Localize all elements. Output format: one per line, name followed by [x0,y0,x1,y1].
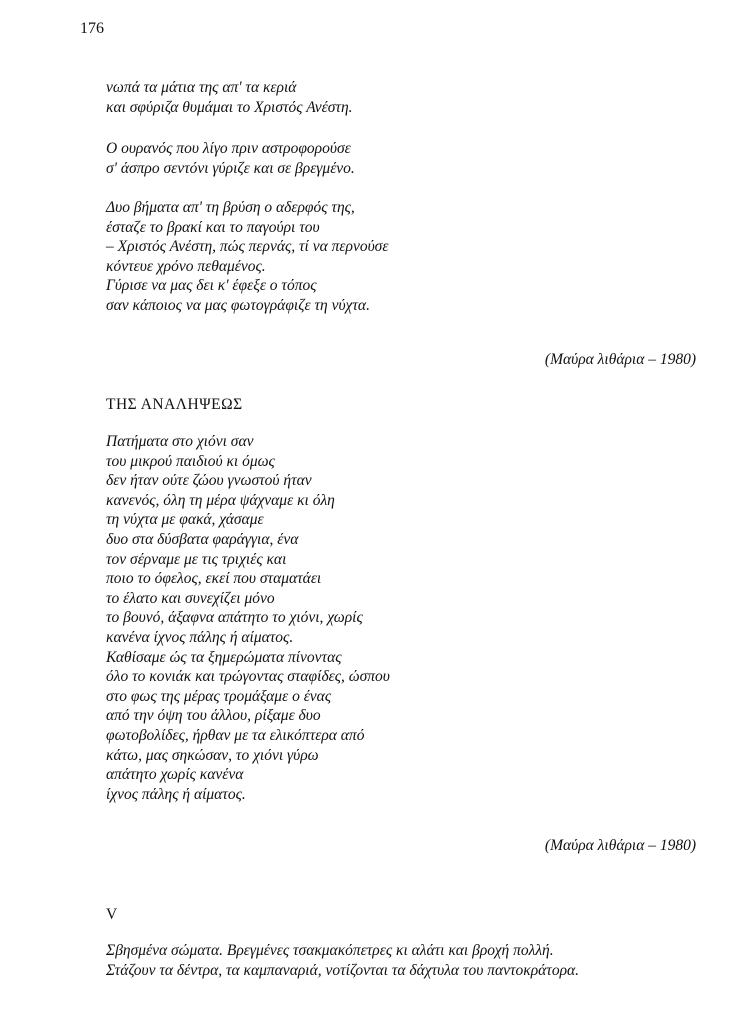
source-citation: (Μαύρα λιθάρια – 1980) [544,351,696,368]
poem-line: κανενός, όλη τη μέρα ψάχναμε κι όλη [106,491,335,509]
source-citation: (Μαύρα λιθάρια – 1980) [544,837,696,854]
poem-line: δυο στα δύσβατα φαράγγια, ένα [106,530,299,548]
poem-line: Πατήματα στο χιόνι σαν [106,433,254,450]
poem-line: Γύρισε να μας δει κ' έφεξε ο τόπος [106,277,317,295]
poem-line: νωπά τα μάτια της απ' τα κεριά [106,79,297,96]
poem-line: σ' άσπρο σεντόνι γύριζε και σε βρεγμένο. [106,159,355,177]
poem-line: το βουνό, άξαφνα απάτητο το χιόνι, χωρίς [106,609,363,627]
poem-line: – Χριστός Ανέστη, πώς περνάς, τί να περνούσε [106,238,389,256]
section-number: V [106,906,118,923]
poem-line: τη νύχτα με φακά, χάσαμε [106,511,264,529]
poem-line: από την όψη του άλλου, ρίξαμε δυο [106,707,321,725]
poem-line: τον σέρναμε με τις τριχιές και [106,550,287,568]
prose-poem [106,941,579,980]
poem-line: φωτοβολίδες, ήρθαν με τα ελικόπτερα από [106,726,365,744]
poem-line: απάτητο χωρίς κανένα [106,766,244,784]
poem-line: Ο ουρανός που λίγο πριν αστροφορούσε [106,140,351,157]
poem-line: στο φως της μέρας τρομάξαμε ο ένας [106,687,332,705]
poem-line: όλο το κονιάκ και τρώγοντας σταφίδες, ώσπου [106,668,390,686]
poem-line: Δυο βήματα απ' τη βρύση ο αδερφός της, [106,199,355,216]
poem-body [106,432,390,804]
poem-line: Καθίσαμε ώς τα ξημερώματα πίνοντας [106,648,342,666]
poem-line: ποιο το όφελος, εκεί που σταματάει [106,570,322,588]
poem-title: ΤΗΣ ΑΝΑΛΗΨΕΩΣ [106,396,243,413]
poem-line: κανένα ίχνος πάλης ή αίματος. [106,628,294,646]
stanza-2 [106,139,355,178]
poem-line: του μικρού παιδιού κι όμως [106,452,275,470]
poem-line: κόντευε χρόνο πεθαμένος. [106,257,266,275]
poem-line: Σβησμένα σώματα. Βρεγμένες τσακμακόπετρες κι αλάτι και βροχή πολλή. [106,942,554,959]
poem-line: ίχνος πάλης ή αίματος. [106,785,246,803]
poem-line: Στάζουν τα δέντρα, τα καμπαναριά, νοτίζονται τα δάχτυλα του παντοκράτορα. [106,961,580,979]
poem-line: έσταζε το βρακί και το παγούρι του [106,218,320,236]
poem-line: και σφύριζα θυμάμαι το Χριστός Ανέστη. [106,98,353,116]
poem-line: κάτω, μας σηκώσαν, το χιόνι γύρω [106,746,319,764]
page-number: 176 [80,20,104,37]
stanza-1 [106,78,353,117]
poem-line: δεν ήταν ούτε ζώου γνωστού ήταν [106,472,312,490]
poem-line: σαν κάποιος να μας φωτογράφιζε τη νύχτα. [106,296,370,314]
stanza-3 [106,198,388,316]
poem-line: το έλατο και συνεχίζει μόνο [106,589,275,607]
